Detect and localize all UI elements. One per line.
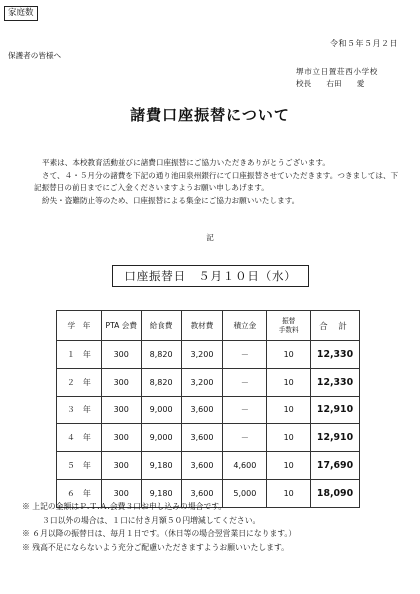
body-text — [34, 157, 404, 208]
cell-pta: 300 — [101, 479, 141, 507]
table-row — [57, 368, 360, 396]
recipient: 保護者の皆様へ — [8, 51, 62, 60]
note-2: ※ ６月以降の振替日は、毎月１日です。（休日等の場合翌営業日になります。） — [22, 529, 297, 539]
fee-table — [56, 310, 360, 508]
table-header-row — [57, 311, 360, 341]
table-row — [57, 452, 360, 480]
cell-pta: 300 — [101, 396, 141, 424]
note-1: ※ 上記の金額はＰ.Ｔ.Ａ.会費３口お申し込みの場合です。 — [22, 502, 227, 511]
transfer-date-box: 口座振替日 ５月１０日（水） — [112, 265, 309, 287]
cell-materials: 3,600 — [181, 479, 223, 507]
cell-lunch: 9,180 — [141, 479, 181, 507]
cell-materials: 3,200 — [181, 368, 223, 396]
note-1-detail: ３口以外の場合は、１口に付き月額５０円増減してください。 — [42, 515, 261, 525]
cell-savings: － — [223, 368, 267, 396]
header-savings: 積立金 — [223, 311, 267, 341]
cell-materials: 3,600 — [181, 424, 223, 452]
cell-total: 18,090 — [311, 479, 360, 507]
cell-savings: 5,000 — [223, 479, 267, 507]
cell-grade: ２ 年 — [57, 368, 102, 396]
cell-fee: 10 — [267, 424, 311, 452]
header-grade: 学 年 — [57, 311, 102, 341]
header-transfer-fee-line1: 振替 — [282, 316, 296, 325]
cell-grade: ３ 年 — [57, 396, 102, 424]
cell-pta: 300 — [101, 341, 141, 369]
cell-materials: 3,600 — [181, 396, 223, 424]
cell-grade: ４ 年 — [57, 424, 102, 452]
header-transfer-fee — [267, 311, 311, 341]
cell-pta: 300 — [101, 368, 141, 396]
cell-fee: 10 — [267, 368, 311, 396]
cell-materials: 3,200 — [181, 341, 223, 369]
table-row — [57, 341, 360, 369]
cell-savings: － — [223, 341, 267, 369]
cell-savings: － — [223, 396, 267, 424]
principal-name: 校長 右田 愛 — [296, 79, 365, 88]
cell-total: 12,910 — [311, 424, 360, 452]
cell-savings: － — [223, 424, 267, 452]
cell-total: 12,330 — [311, 368, 360, 396]
cell-lunch: 9,000 — [141, 396, 181, 424]
table-row — [57, 424, 360, 452]
cell-materials: 3,600 — [181, 452, 223, 480]
cell-total: 12,910 — [311, 396, 360, 424]
cell-grade: １ 年 — [57, 341, 102, 369]
cell-fee: 10 — [267, 396, 311, 424]
body-paragraph-3: 紛失・盗難防止等のため、口座振替による集金にご協力お願いいたします。 — [42, 196, 300, 205]
header-materials: 教材費 — [181, 311, 223, 341]
cell-lunch: 8,820 — [141, 341, 181, 369]
body-paragraph-1: 平素は、本校教育活動並びに諸費口座振替にご協力いただきありがとうございます。 — [42, 158, 330, 167]
cell-pta: 300 — [101, 424, 141, 452]
cell-fee: 10 — [267, 452, 311, 480]
cell-lunch: 9,180 — [141, 452, 181, 480]
note-3: ※ 残高不足にならないよう充分ご配慮いただきますようお願いいたします。 — [22, 542, 289, 552]
header-total: 合 計 — [311, 311, 360, 341]
category-tag: 家庭数 — [4, 6, 38, 21]
cell-lunch: 8,820 — [141, 368, 181, 396]
header-lunch: 給食費 — [141, 311, 181, 341]
header-pta: PTA 会費 — [101, 311, 141, 341]
cell-total: 17,690 — [311, 452, 360, 480]
notes — [22, 500, 296, 554]
cell-grade: ５ 年 — [57, 452, 102, 480]
table-row — [57, 396, 360, 424]
cell-savings: 4,600 — [223, 452, 267, 480]
cell-grade: ６ 年 — [57, 479, 102, 507]
cell-pta: 300 — [101, 452, 141, 480]
cell-fee: 10 — [267, 479, 311, 507]
header-transfer-fee-line2: 手数料 — [278, 325, 299, 334]
cell-fee: 10 — [267, 341, 311, 369]
cell-total: 12,330 — [311, 341, 360, 369]
body-paragraph-2: さて、４・５月分の諸費を下記の通り池田泉州銀行にて口座振替させていただきます。つきましては、下記振替日の前日までにご入金くださいますようお願い申しあげます。 — [34, 171, 399, 192]
document-title: 諸費口座振替について — [130, 106, 290, 124]
school-name: 堺市立日置荘西小学校 — [296, 67, 378, 76]
issue-date: 令和５年５月２日 — [330, 39, 398, 48]
ki-marker: 記 — [206, 233, 214, 242]
cell-lunch: 9,000 — [141, 424, 181, 452]
